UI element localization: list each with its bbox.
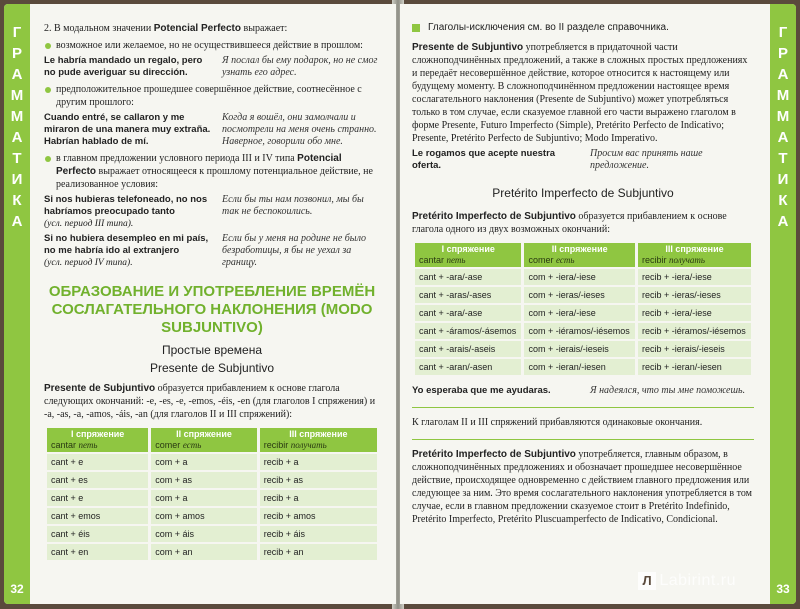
intro-line: 2. В модальном значении Potencial Perfecto выражает: (44, 23, 288, 34)
table-cell: recib + a (260, 490, 377, 506)
example-spanish: Si nos hubieras telefoneado, no nos habríamos preocupado tanto (усл. период III типа). (44, 194, 208, 229)
table-row (47, 472, 377, 488)
table-cell: recib + áis (260, 526, 377, 542)
table-row (415, 323, 751, 339)
example-russian: Когда я вошёл, они замолчали и посмотрели на меня очень странно. Наверное, говорили обо мне. (222, 112, 377, 147)
table-cell: com + as (151, 472, 256, 488)
table-cell: com + a (151, 490, 256, 506)
table-cell: com + amos (151, 508, 256, 524)
table-row (47, 526, 377, 542)
table-cell: com + -ieras/-ieses (524, 287, 635, 303)
column-header: II спряжение comer есть (524, 243, 635, 267)
table-row (47, 508, 377, 524)
table-cell: recib + -iera/-iese (638, 305, 751, 321)
example-spanish: Cuando entré, se callaron y me miraron de una manera muy extraña. Habrían hablado de mí. (44, 112, 211, 147)
example-row (412, 385, 754, 397)
right-content (412, 22, 754, 526)
table-row (415, 341, 751, 357)
bullet-item: предположительное прошедшее совершённое действие, соотнесённое с другим прошлого: (44, 83, 380, 109)
right-side-band (770, 4, 796, 604)
table-cell: com + -ieran/-iesen (524, 359, 635, 375)
watermark-logo-icon: Л (638, 572, 656, 590)
table-cell: cant + es (47, 472, 148, 488)
table-row (415, 287, 751, 303)
left-side-band (4, 4, 30, 604)
left-content (44, 22, 380, 562)
page-number-left: 32 (10, 582, 24, 596)
table-cell: com + -iera/-iese (524, 269, 635, 285)
table-cell: recib + -iéramos/-iésemos (638, 323, 751, 339)
table-cell: com + áis (151, 526, 256, 542)
presente-usage-paragraph: Presente de Subjuntivo употребляется в придаточной части сложноподчинённых предложений, а также в сложных простых предложениях и передаёт несовершённое действие, которое относится к настоящему или будущему моменту. В сложноподчинённом предложении настоящее время сослагательного наклонения (Presente de Subjuntivo) может употребляться только в том случае, если сказуемое главной его части выражено глаголом в форме Presente, Futuro Imperfecto (Simple), Pretérito Perfecto de Indicativo; Presente, Pretérito Perfecto de Subjuntivo; Modo Imperativo. (412, 42, 748, 144)
column-header: III спряжение recibir получать (638, 243, 751, 267)
example-spanish: Yo esperaba que me ayudaras. (412, 385, 551, 396)
example-russian: Я надеялся, что ты мне поможешь. (590, 385, 746, 396)
example-spanish: Le habría mandado un regalo, pero no pude averiguar su dirección. (44, 55, 203, 78)
table-cell: recib + as (260, 472, 377, 488)
presente-table (44, 426, 380, 562)
table-cell: recib + -iera/-iese (638, 269, 751, 285)
example-russian: Если бы ты нам позвонил, мы бы так не беспокоились. (222, 194, 364, 217)
imperfecto-paragraph: Pretérito Imperfecto de Subjuntivo образуется прибавлением к основе глагола одного из двух возможных окончаний: (412, 211, 727, 235)
bullet-item: в главном предложении условного периода III и IV типа Potencial Perfecto выражает относящееся к прошлому потенциальное действие, не реализованное условия: (44, 152, 380, 191)
side-band-title: Г Р А М М А Т И К А (776, 24, 790, 230)
example-row (44, 112, 380, 148)
table-cell: recib + amos (260, 508, 377, 524)
subheading-simple-tenses: Простые времена (161, 343, 263, 357)
subheading-presente: Presente de Subjuntivo (149, 361, 275, 375)
table-cell: recib + -ieran/-iesen (638, 359, 751, 375)
table-cell: com + -iera/-iese (524, 305, 635, 321)
side-band-title: Г Р А М М А Т И К А (10, 24, 24, 230)
table-cell: com + -ierais/-ieseis (524, 341, 635, 357)
table-cell: cant + -ara/-ase (415, 269, 521, 285)
table-cell: com + -iéramos/-iésemos (524, 323, 635, 339)
same-endings-note: К глаголам II и III спряжений прибавляются одинаковые окончания. (412, 417, 703, 428)
table-cell: com + a (151, 454, 256, 470)
presente-paragraph: Presente de Subjuntivo образуется прибавлением к основе глагола следующих окончаний: -e, -es, -e, -emos, -éis, -en (для глаголов I спряжения) и -a, -as, -a, -amos, -áis, -an (для глаголов II и III спряжений): (44, 383, 376, 420)
column-header: II спряжение comer есть (151, 428, 256, 452)
column-header: I спряжение cantar петь (47, 428, 148, 452)
table-cell: recib + -ierais/-ieseis (638, 341, 751, 357)
divider (412, 439, 754, 440)
table-cell: cant + e (47, 454, 148, 470)
example-russian: Я послал бы ему подарок, но не смог узнать его адрес. (222, 55, 378, 78)
table-row (47, 454, 377, 470)
table-row (47, 544, 377, 560)
example-row (44, 233, 380, 269)
example-row (412, 148, 754, 172)
table-cell: cant + -aran/-asen (415, 359, 521, 375)
column-header: III спряжение recibir получать (260, 428, 377, 452)
imperfecto-table (412, 241, 754, 377)
example-russian: Просим вас принять наше предложение. (590, 148, 703, 171)
section-heading: ОБРАЗОВАНИЕ И УПОТРЕБЛЕНИЕ ВРЕМЁН СОСЛАГАТЕЛЬНОГО НАКЛОНЕНИЯ (MODO SUBJUNTIVO) (48, 283, 376, 336)
example-spanish: Le rogamos que acepte nuestra oferta. (412, 148, 556, 171)
table-cell: cant + -ara/-ase (415, 305, 521, 321)
table-cell: cant + -aras/-ases (415, 287, 521, 303)
table-row (415, 305, 751, 321)
table-cell: cant + éis (47, 526, 148, 542)
table-row (415, 359, 751, 375)
table-cell: com + an (151, 544, 256, 560)
bullet-item: возможное или желаемое, но не осуществившееся действие в прошлом: (44, 39, 380, 52)
table-cell: cant + -arais/-aseis (415, 341, 521, 357)
column-header: I спряжение cantar петь (415, 243, 521, 267)
left-page (4, 4, 396, 604)
example-row (44, 194, 380, 230)
table-cell: recib + -ieras/-ieses (638, 287, 751, 303)
table-cell: cant + -áramos/-ásemos (415, 323, 521, 339)
example-row (44, 55, 380, 79)
watermark: Л Labirint.ru (638, 572, 736, 590)
table-row (47, 490, 377, 506)
note-marker-icon (412, 24, 420, 32)
table-cell: cant + en (47, 544, 148, 560)
table-row (415, 269, 751, 285)
subheading-imperfecto: Pretérito Imperfecto de Subjuntivo (492, 186, 674, 200)
example-spanish: Si no hubiera desempleo en mi país, no me habría ido al extranjero (усл. период IV типа). (44, 233, 209, 268)
reference-note: Глаголы-исключения см. во II разделе справочника. (412, 22, 754, 33)
table-cell: recib + a (260, 454, 377, 470)
table-cell: cant + e (47, 490, 148, 506)
table-cell: recib + an (260, 544, 377, 560)
divider (412, 407, 754, 408)
right-page (400, 4, 796, 604)
page-number-right: 33 (776, 582, 790, 596)
example-russian: Если бы у меня на родине не было безработицы, я бы не уехал за границу. (222, 233, 367, 268)
imperfecto-usage-paragraph: Pretérito Imperfecto de Subjuntivo употребляется, главным образом, в сложноподчинённых предложениях и обозначает прошедшее несовершённое действие, происходящее одновременно с действием главного предложения или следующее за ним. Это время сослагательного наклонения употребляется в том случае, если в главном предложении сказуемое стоит в Pretérito Indefinido, Pretérito Imperfecto, Pretérito Pluscuamperfecto de Indicativo, Condicional. (412, 449, 752, 525)
table-cell: cant + emos (47, 508, 148, 524)
